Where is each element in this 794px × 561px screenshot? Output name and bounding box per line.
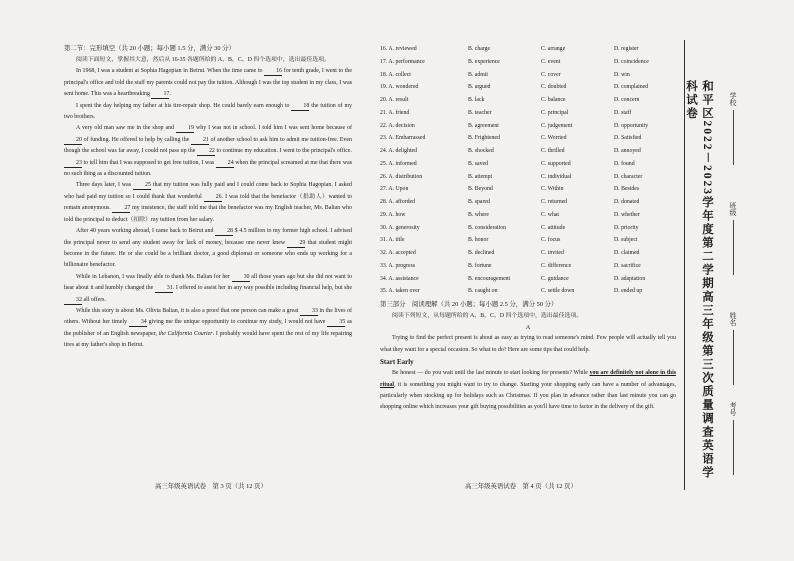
option-choice[interactable]: D. adaptation [614,275,646,282]
option-choice[interactable]: D. Besides [614,186,640,193]
school-field: 学校 [728,92,738,165]
option-choice[interactable]: B. honor [468,237,489,244]
option-question-18[interactable]: 18. A. collect [380,71,411,78]
cloze-paragraph-7: While this story is about Ms. Olivia Balian, it is also a proof that one person can make a great 33 in the lives of others. Without her timely 34 giving me the unique opportunity to continue my study, I would not have 35 as the publisher of an English newspaper, the California Courier. I probably would have spent the rest of my life repairing tires at my father's shop in Beirut. [64,307,353,349]
option-question-32[interactable]: 32. A. accepted [380,250,416,256]
blank-23[interactable]: 23 [64,159,82,168]
option-choice[interactable]: D. complained [614,84,649,91]
cloze-paragraph-6 [64,272,352,306]
cloze-paragraph-3 [64,123,352,180]
cloze-text: . I was told that the benefactor（捐助人）wanted to remain anonymous. [64,193,352,212]
option-choice[interactable]: B. Frightened [468,135,500,142]
option-choice[interactable]: B. fortune [468,262,492,269]
option-choice[interactable]: D. found [614,160,635,167]
option-choice[interactable]: C. thrilled [541,148,565,154]
cloze-text: After 40 years working abroad, I came back to Beirut and [76,228,216,235]
option-question-21[interactable]: 21. A. friend [380,109,410,116]
blank-31[interactable]: 31 [155,284,173,293]
cloze-text: Three days later, I was [76,182,133,189]
cloze-text: all those years ago but she did not want to hear about it and humbly changed the [64,273,352,292]
cloze-text: why I was not in school. I told him I was sent home because of [194,125,353,132]
blank-16[interactable]: 16 [264,67,282,76]
option-choice[interactable]: B. agreement [468,122,499,129]
option-choice[interactable]: C. arrange [541,46,566,52]
option-choice[interactable]: D. whether [614,211,640,218]
cloze-text: of funding. He offered to help by calling the [82,136,191,143]
option-question-33[interactable]: 33. A. progress [380,262,416,269]
option-choice[interactable]: B. encouragement [468,275,511,282]
page-4-footer: 高三年级英语试卷 第 4 页（共 12 页） [465,483,577,490]
page-3-footer: 高三年级英语试卷 第 3 页（共 12 页） [155,483,267,490]
cloze-text: for tenth grade, I went to the principal's office and told the staff my parents could not pay the tuition. Although I was the top student in my class, I was sent home. This was a heartbreaking [64,68,352,98]
reading-instruction: 阅读下列短文，从每题所给的 A、B、C、D 四个选项中，选出最佳选项。 [392,313,583,319]
cloze-text: of another school to ask him to admit me tuition-free. Even though the school was far away, I could not pass up the [64,136,352,155]
option-choice[interactable]: C. individual [541,173,572,180]
option-choice[interactable]: D. annoyed [614,148,641,154]
option-question-20[interactable]: 20. A. result [380,97,409,103]
option-question-24[interactable]: 24. A. delighted [380,148,418,154]
option-choice[interactable]: B. caught on [468,288,498,295]
option-choice[interactable]: C. attitude [541,224,566,231]
option-choice[interactable]: D. claimed [614,250,640,256]
option-question-30[interactable]: 30. A. generosity [380,224,420,231]
exam-vertical-title: 和平区2022－2023学年度第二学期高三年级第三次质量调查英语学科试卷 [685,80,713,480]
option-choice[interactable]: B. where [468,211,489,218]
option-choice[interactable]: C. judgement [541,122,573,129]
option-choice[interactable]: D. donated [614,199,640,205]
class-blank[interactable] [733,220,734,275]
option-question-22[interactable]: 22. A. decision [380,122,415,129]
option-choice[interactable]: C. invited [541,250,564,256]
cloze-text: A very old man saw me in the shop and [76,125,176,132]
cloze-text: when the principal screamed at me that there was no such thing as a discounted tuition. [64,159,352,178]
right-column [380,43,676,414]
cloze-text: $ 4.5 million to my former high school. I advised the principal never to send any student away for lack of money, because one never knew [64,228,352,246]
option-choice[interactable]: B. declined [468,250,495,256]
cloze-instruction: 阅读下面短文，掌握其大意，然后从 16-35 各题所给的 A、B、C、D 四个选项中，选出最佳选项。 [76,57,330,63]
exam-id-field: 考号 [728,402,738,475]
cloze-paragraph-2 [64,101,352,124]
option-choice[interactable]: B. attempt [468,173,493,180]
option-choice[interactable]: D. character [614,173,643,180]
cloze-text: in the lives of others. Without her timely [64,307,353,326]
option-question-31[interactable]: 31. A. title [380,237,405,244]
exam-id-blank[interactable] [733,420,734,475]
option-question-34[interactable]: 34. A. assistance [380,275,419,282]
option-choice[interactable]: B. experience [468,58,500,65]
option-choice[interactable]: C. focus [541,237,561,244]
option-choice[interactable]: C. cover [541,71,561,78]
cloze-paragraph-5 [64,226,352,272]
option-choice[interactable]: B. consideration [468,224,506,231]
option-choice[interactable]: C. settle down [541,288,575,295]
option-question-17[interactable]: 17. A. performance [380,58,425,65]
option-choice[interactable]: C. difference [541,262,572,269]
option-choice[interactable]: C. returned [541,199,568,205]
option-choice[interactable]: D. opportunity [614,122,649,129]
passage-body: Be honest — do you wait until the last minute to start looking for presents? While you are definitely not alone in this ritual, it is something you might want to try to change. Starting your shopping early can have a number of advantages, particularly when stocking up for holidays such as Christmas. If you plan in advance rather than last minute you can go shopping online which increases your gift buying possibilities as you'll have time to factor in the delivery of the gift. [380,370,677,411]
binding-strip [676,40,794,490]
option-question-25[interactable]: 25. A. informed [380,160,417,167]
option-choice[interactable]: D. register [614,46,639,52]
option-choice[interactable]: C. Within [541,186,564,193]
blank-29[interactable]: 29 [287,239,305,248]
option-question-29[interactable]: 29. A. how [380,211,406,218]
option-choice[interactable]: C. Worried [541,135,567,142]
option-choice[interactable]: D. sacrifice [614,262,641,269]
class-field: 班级 [728,202,738,275]
left-column [64,43,352,352]
cloze-text: as the publisher of an English newspaper, [64,319,353,337]
option-choice[interactable]: C. balance [541,97,566,103]
cloze-text: While in Lebanon, I was finally able to thank Ms. Balian for her [76,273,232,280]
cloze-text: I spent the day helping my father at his tire-repair shop. He could barely earn enough to [76,102,292,109]
passage-letter: A [525,324,531,332]
blank-22[interactable]: 22 [197,147,215,156]
blank-25[interactable]: 25 [133,181,151,190]
cloze-text: my insistence, the staff told me that the benefactor was my English teacher, Ms. Balian who told the principal to deduct（扣除）my tuition from her salary. [64,205,353,223]
option-choice[interactable]: C. principal [541,109,569,116]
blank-24[interactable]: 24 [216,159,234,168]
option-choice[interactable]: B. Beyond [468,186,493,193]
newspaper-title: the California Courier [158,330,213,337]
cloze-text: the tuition of my two brothers. [64,102,352,121]
option-question-27[interactable]: 27. A. Upon [380,186,409,193]
option-choice[interactable]: B. saved [468,160,488,167]
cloze-text: that my tuition was fully paid and I could come back to Sophia Hagopian. I asked who had paid my tuition so I could thank that wonderful [64,182,353,200]
option-choice[interactable]: D. ended up [614,288,643,295]
cloze-section-title: 第二节：完形填空（共 20 小题；每小题 1.5 分，满分 30 分） [64,45,235,52]
option-choice[interactable]: D. Satisfied [614,135,642,142]
blank-27[interactable]: 27 [112,204,130,213]
blank-34[interactable]: 34 [129,318,147,327]
cloze-text: In 1968, I was a student at Sophia Hagopian in Beirut. When the time came to [76,68,265,75]
cloze-paragraph-4 [64,180,352,226]
passage-intro: Trying to find the perfect present is about as easy as trying to read someone's mind. Few people will actually tell you what they want for a special occasion. So what to do? Here are some tips that could help. [380,335,676,353]
cloze-text: . I offered to assist her in any way possible including financial help, but she [172,285,352,292]
cloze-text: all offers. [82,296,106,303]
option-choice[interactable]: B. shocked [468,148,494,154]
option-choice[interactable]: C. guidance [541,275,569,282]
cloze-paragraph-1 [64,66,352,100]
option-choice[interactable]: D. concern [614,97,640,103]
option-choice[interactable]: D. win [614,71,630,78]
school-blank[interactable] [733,110,734,165]
option-choice[interactable]: B. admit [468,71,488,78]
blank-35[interactable]: 35 [327,318,345,327]
blank-30[interactable]: 30 [232,273,250,282]
blank-20[interactable]: 20 [64,136,82,145]
blank-17[interactable]: 17 [151,90,169,99]
option-choice[interactable]: B. argued [468,84,491,91]
cloze-text: to continue my education. I went to the principal's office. [214,148,352,155]
option-choice[interactable]: D. coincidence [614,58,649,65]
passage-subheading: Start Early [380,358,414,367]
option-question-19[interactable]: 19. A. wondered [380,84,419,91]
option-choice[interactable]: B. lack [468,97,485,103]
name-blank[interactable] [733,330,734,385]
option-question-23[interactable]: 23. A. Embarrassed [380,135,426,142]
option-choice[interactable]: D. staff [614,109,632,116]
name-field: 姓名 [728,312,738,385]
blank-33[interactable]: 33 [300,307,318,316]
option-choice[interactable]: B. charge [468,46,491,52]
option-question-26[interactable]: 26. A. distribution [380,173,423,180]
blank-26[interactable]: 26 [204,193,222,202]
option-choice[interactable]: D. priority [614,224,639,231]
option-choice[interactable]: C. supported [541,160,571,167]
cloze-text: giving me the unique opportunity to continue my study, I would not have [146,319,328,326]
cloze-text: . [169,91,171,98]
cloze-text: While this story is about Ms. Olivia Balian, it is also a proof that one person can make a great [76,307,300,314]
cloze-text: that student might become in the future. He or she could be a brilliant doctor, a good diplomat or someone who ends up working for a billionaire benefactor. [64,239,352,269]
blank-18[interactable]: 18 [291,102,309,111]
underlined-phrase: you are definitely not alone in this ritual [380,370,677,388]
option-question-16[interactable]: 16. A. reviewed [380,46,417,52]
option-choice[interactable]: C. event [541,58,561,65]
cloze-text: to tell him that I was supposed to get free tuition, I was [82,159,216,166]
option-choice[interactable]: C. what [541,211,560,218]
option-question-28[interactable]: 28. A. afforded [380,199,415,205]
cloze-options-grid [380,43,676,298]
blank-32[interactable]: 32 [64,296,82,305]
blank-19[interactable]: 19 [176,124,194,133]
option-choice[interactable]: D. subject [614,237,638,244]
option-choice[interactable]: C. doubted [541,84,567,91]
option-choice[interactable]: B. spared [468,199,490,205]
option-choice[interactable]: B. teacher [468,109,492,116]
blank-28[interactable]: 28 [215,227,233,236]
blank-21[interactable]: 21 [191,136,209,145]
option-question-35[interactable]: 35. A. taken over [380,288,420,295]
reading-section-title: 第三部分 阅读理解（共 20 小题；每小题 2.5 分，满分 50 分） [380,301,558,308]
